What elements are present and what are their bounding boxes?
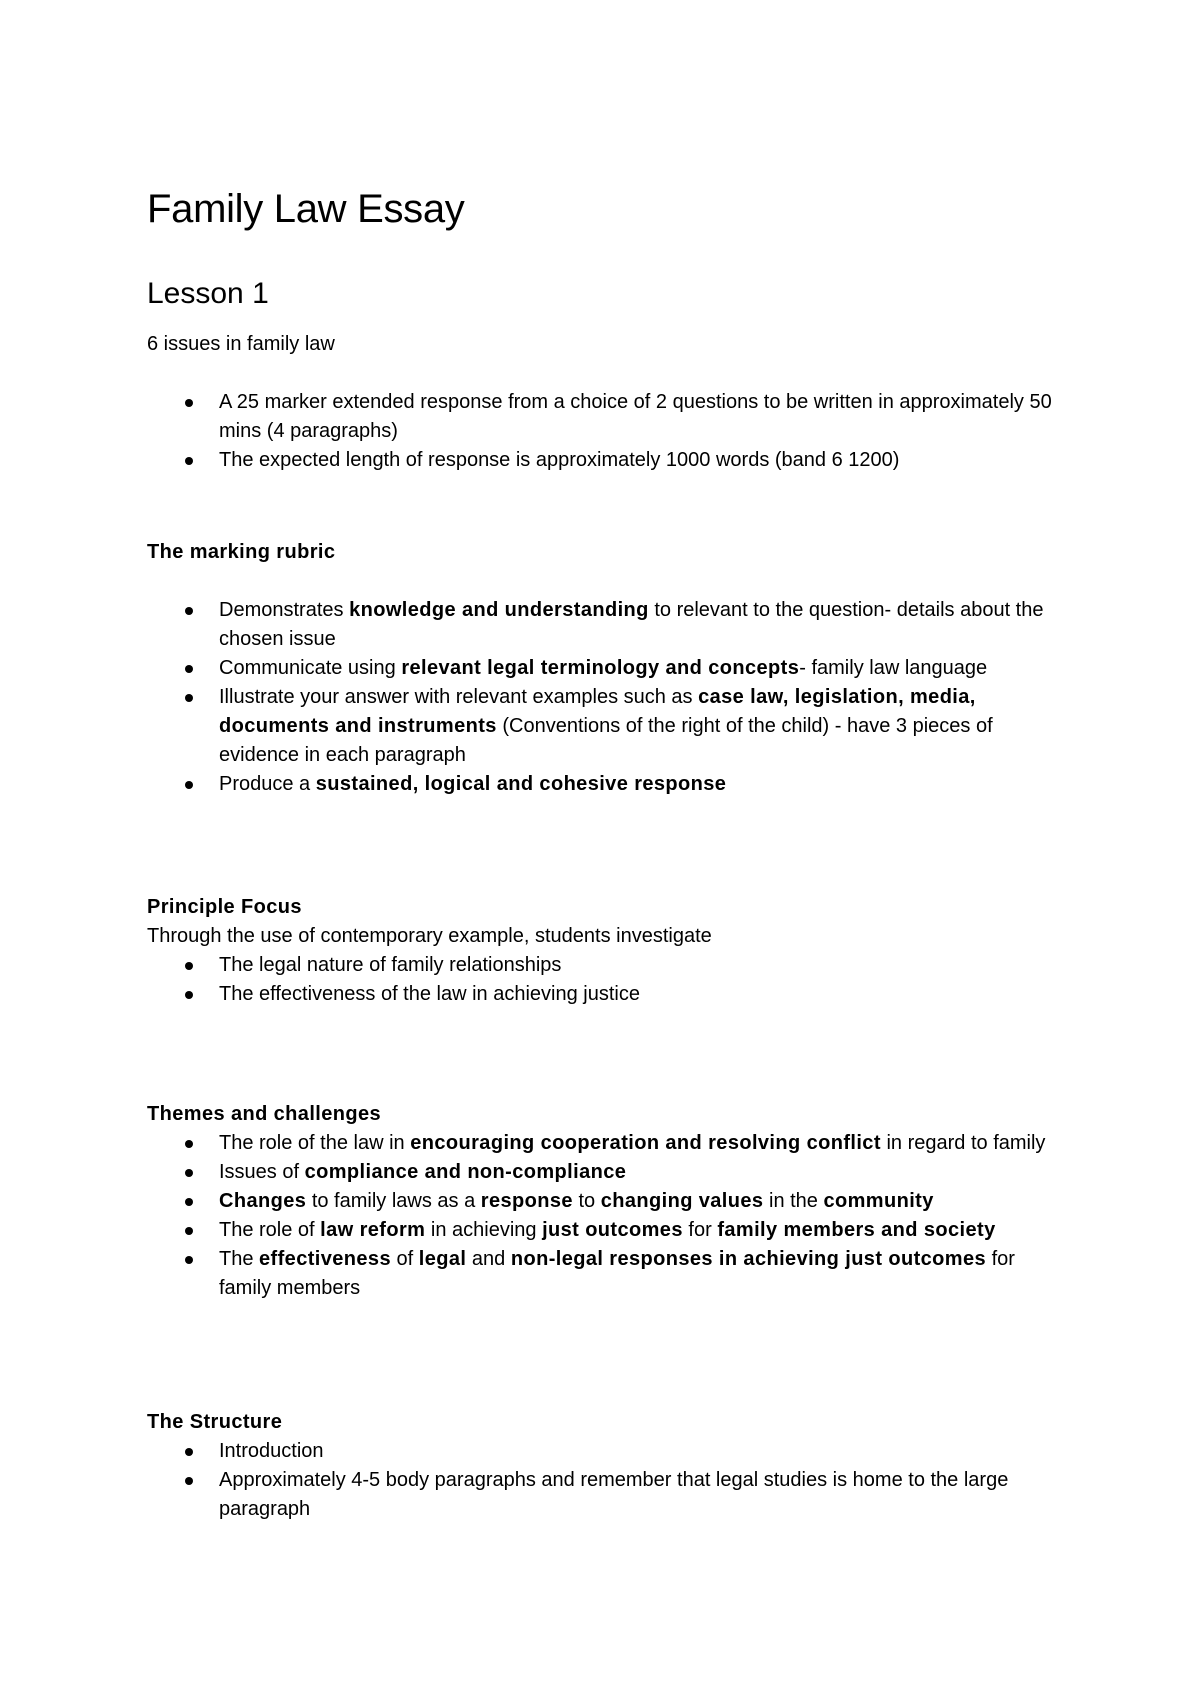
principle-focus-list <box>147 951 1067 1009</box>
themes-heading: Themes and challenges <box>147 1103 382 1125</box>
list-item: A 25 marker extended response from a choice of 2 questions to be written in approximately 50 mins (4 paragraphs) <box>147 388 1067 446</box>
bullet-icon <box>185 1198 193 1206</box>
bullet-icon <box>185 991 193 999</box>
list-item: Changes to family laws as a response to changing values in the community <box>147 1187 1067 1216</box>
list-item: The effectiveness of legal and non-legal responses in achieving just outcomes for family members <box>147 1245 1067 1303</box>
list-item: The role of law reform in achieving just outcomes for family members and society <box>147 1216 1067 1245</box>
principle-focus-intro: Through the use of contemporary example, students investigate <box>147 925 712 947</box>
bullet-icon <box>185 962 193 970</box>
list-item: Produce a sustained, logical and cohesive response <box>147 770 1067 799</box>
list-item: Communicate using relevant legal terminology and concepts- family law language <box>147 654 1067 683</box>
bullet-icon <box>185 399 193 407</box>
list-item: Issues of compliance and non-compliance <box>147 1158 1067 1187</box>
bullet-icon <box>185 457 193 465</box>
bullet-icon <box>185 1140 193 1148</box>
structure-list <box>147 1437 1067 1524</box>
document-title: Family Law Essay <box>147 187 465 231</box>
principle-focus-heading: Principle Focus <box>147 896 302 918</box>
intro-list <box>147 388 1067 475</box>
bullet-icon <box>185 1227 193 1235</box>
themes-section <box>147 1100 1067 1303</box>
structure-section <box>147 1408 1067 1524</box>
lesson-heading: Lesson 1 <box>147 277 269 310</box>
list-item: The effectiveness of the law in achieving justice <box>147 980 1067 1009</box>
bullet-icon <box>185 1169 193 1177</box>
bullet-icon <box>185 694 193 702</box>
themes-list <box>147 1129 1067 1303</box>
principle-focus-section <box>147 893 1067 1009</box>
bullet-icon <box>185 1448 193 1456</box>
rubric-list <box>147 596 1067 799</box>
structure-heading: The Structure <box>147 1411 283 1433</box>
list-item: Introduction <box>147 1437 1067 1466</box>
list-item: Demonstrates knowledge and understanding to relevant to the question- details about the chosen issue <box>147 596 1067 654</box>
bullet-icon <box>185 665 193 673</box>
list-item: Approximately 4-5 body paragraphs and remember that legal studies is home to the large paragraph <box>147 1466 1067 1524</box>
list-item: The legal nature of family relationships <box>147 951 1067 980</box>
list-item: Illustrate your answer with relevant examples such as case law, legislation, media, documents and instruments (Conventions of the right of the child) - have 3 pieces of evidence in each paragraph <box>147 683 1067 770</box>
rubric-section <box>147 538 1067 799</box>
intro-section <box>147 330 1067 475</box>
rubric-heading: The marking rubric <box>147 541 336 563</box>
intro-text: 6 issues in family law <box>147 333 335 355</box>
list-item: The role of the law in encouraging cooperation and resolving conflict in regard to family <box>147 1129 1067 1158</box>
bullet-icon <box>185 1256 193 1264</box>
bullet-icon <box>185 781 193 789</box>
list-item: The expected length of response is approximately 1000 words (band 6 1200) <box>147 446 1067 475</box>
bullet-icon <box>185 607 193 615</box>
bullet-icon <box>185 1477 193 1485</box>
